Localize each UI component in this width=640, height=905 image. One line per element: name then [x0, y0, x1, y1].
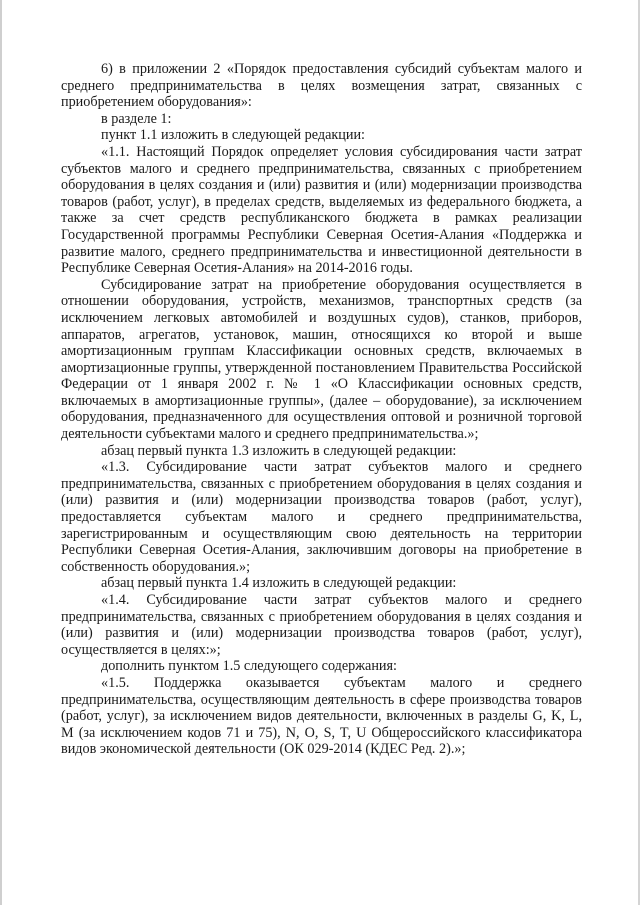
- paragraph-point-1-4-intro: абзац первый пункта 1.4 изложить в следующей редакции:: [101, 575, 457, 592]
- scan-left-edge: [0, 0, 2, 905]
- paragraph-point-1-3-text: «1.3. Субсидирование части затрат субъектов малого и среднего предпринимательства, связанных с приобретением оборудования в целях создания и (или) развития и (или) модернизации производства товаров (работ, услуг), предоставляется субъектам малого и среднего предпринимательства, зарегистрированным и осуществляющим свою деятельность на территории Республики Северная Осетия-Алания, заключившим договоры на приобретение в собственность оборудования.»;: [61, 459, 582, 575]
- paragraph-equipment-definition: Субсидирование затрат на приобретение оборудования осуществляется в отношении оборудования, устройств, механизмов, транспортных средств (за исключением легковых автомобилей и воздушных судов), станков, приборов, аппаратов, агрегатов, установок, машин, относящихся ко второй и выше амортизационным группам Классификации основных средств, включаемых в амортизационные группы, утвержденной постановлением Правительства Российской Федерации от 1 января 2002 г. № 1 «О Классификации основных средств, включаемых в амортизационные группы», (далее – оборудование), за исключением оборудования, предназначенного для осуществления оптовой и розничной торговой деятельности субъектами малого и среднего предпринимательства.»;: [61, 276, 582, 443]
- document-page: [61, 61, 582, 758]
- paragraph-point-1-3-intro: абзац первый пункта 1.3 изложить в следующей редакции:: [101, 442, 457, 459]
- paragraph-point-1-5-text: «1.5. Поддержка оказывается субъектам малого и среднего предпринимательства, осуществляющим деятельность в сфере производства товаров (работ, услуг), за исключением видов деятельности, включенных в разделы G, K, L, M (за исключением кодов 71 и 75), N, O, S, T, U Общероссийского классификатора видов экономической деятельности (ОК 029-2014 (КДЕС Ред. 2).»;: [61, 674, 582, 758]
- paragraph-point-1-4-text: «1.4. Субсидирование части затрат субъектов малого и среднего предпринимательства, связанных с приобретением оборудования в целях создания и (или) развития и (или) модернизации производства товаров (работ, услуг), осуществляется в целях:»;: [61, 592, 582, 658]
- paragraph-point-1-1-intro: пункт 1.1 изложить в следующей редакции:: [101, 127, 365, 144]
- paragraph-section-1: в разделе 1:: [101, 110, 172, 127]
- paragraph-point-1-5-intro: дополнить пунктом 1.5 следующего содержания:: [101, 658, 397, 675]
- paragraph-point-1-1-text: «1.1. Настоящий Порядок определяет условия субсидирования части затрат субъектов малого и среднего предпринимательства, связанных с приобретением оборудования в целях создания и (или) развития и (или) модернизации производства товаров (работ, услуг), в пределах средств, выделяемых из федерального бюджета, а также за счет средств республиканского бюджета в рамках реализации Государственной программы Республики Северная Осетия-Алания «Поддержка и развитие малого, среднего предпринимательства и инвестиционной деятельности в Республике Северная Осетия-Алания» на 2014-2016 годы.: [61, 143, 582, 277]
- paragraph-item-6-heading: 6) в приложении 2 «Порядок предоставления субсидий субъектам малого и среднего предпринимательства в целях возмещения затрат, связанных с приобретением оборудования»:: [61, 61, 582, 111]
